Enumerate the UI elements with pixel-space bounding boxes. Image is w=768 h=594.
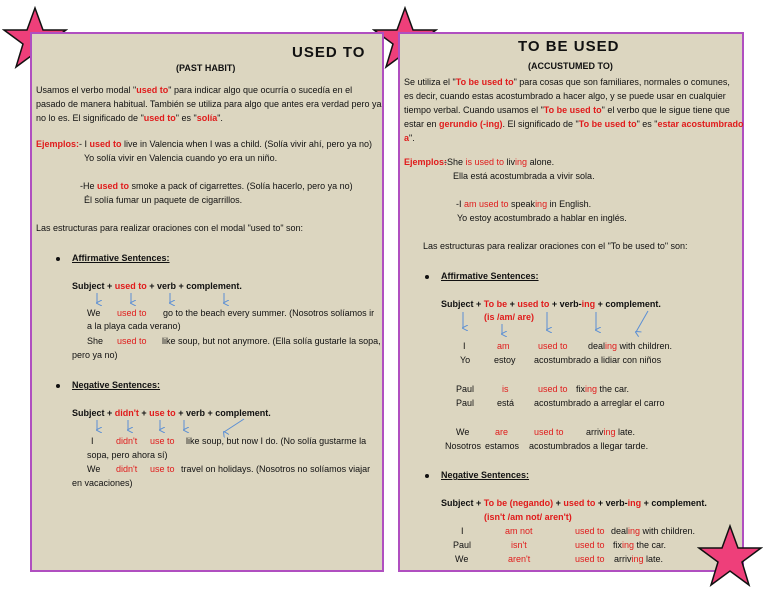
right-aff-r1-be: am bbox=[497, 341, 510, 351]
right-aff-r2-used: used to bbox=[538, 384, 568, 394]
right-neg-r3-verb: arriving late. bbox=[614, 554, 664, 564]
left-ejemplos-label: Ejemplos: bbox=[36, 139, 80, 149]
left-example-2-es: Él solía fumar un paquete de cigarrillos. bbox=[84, 195, 243, 205]
right-example-1: -She is used to living alone. bbox=[444, 157, 555, 167]
bullet bbox=[56, 384, 60, 388]
right-aff-r1-subject: I bbox=[463, 341, 466, 351]
left-intro-line1: Usamos el verbo modal "used to" para indicar algo que ocurría o sucedía en el bbox=[36, 85, 353, 95]
right-neg-r3-be: aren't bbox=[508, 554, 531, 564]
bullet bbox=[425, 275, 429, 279]
left-subtitle: (PAST HABIT) bbox=[176, 63, 236, 73]
right-aff-r2-verb: fixing the car. bbox=[576, 384, 630, 394]
right-subtitle: (ACCUSTUMED TO) bbox=[528, 61, 613, 71]
left-neg-r2-text: travel on holidays. (Nosotros no solíamos viajar bbox=[181, 464, 371, 474]
right-neg-r1-used: used to bbox=[575, 526, 605, 536]
right-aff-r3es-subject: Nosotros bbox=[445, 441, 482, 451]
left-aff-r1-subject: We bbox=[87, 308, 101, 318]
right-aff-r1-verb: dealing with children. bbox=[588, 341, 673, 351]
right-example-2-es: Yo estoy acostumbrado a hablar en inglés. bbox=[457, 213, 627, 223]
right-neg-r2-verb: fixing the car. bbox=[613, 540, 667, 550]
left-affirmative-heading: Affirmative Sentences: bbox=[72, 253, 170, 263]
bullet bbox=[56, 257, 60, 261]
left-aff-r1-text: go to the beach every summer. (Nosotros solíamos ir bbox=[163, 308, 375, 318]
left-aff-r2-subject: She bbox=[87, 336, 104, 346]
right-title: TO BE USED bbox=[518, 38, 620, 55]
left-structures-text: Las estructuras para realizar oraciones con el modal "used to" son: bbox=[36, 223, 304, 233]
right-aff-r1es-subject: Yo bbox=[460, 355, 471, 365]
right-neg-r3-subject: We bbox=[455, 554, 469, 564]
right-affirmative-heading: Affirmative Sentences: bbox=[441, 271, 539, 281]
right-neg-r2-be: isn't bbox=[511, 540, 527, 550]
right-aff-r3-be: are bbox=[495, 427, 509, 437]
right-aff-r2-subject: Paul bbox=[456, 384, 475, 394]
right-aff-r1-used: used to bbox=[538, 341, 568, 351]
right-intro-line5: a". bbox=[404, 133, 415, 143]
right-intro-line3: tiempo verbal. Cuando usamos el "To be used to" el verbo que le sigue tiene que bbox=[404, 105, 730, 115]
right-neg-r2-subject: Paul bbox=[453, 540, 472, 550]
right-neg-r3-used: used to bbox=[575, 554, 605, 564]
left-neg-r1-cont: sopa, pero ahora sí) bbox=[87, 450, 168, 460]
right-aff-r3-subject: We bbox=[456, 427, 470, 437]
right-aff-r3-verb: arriving late. bbox=[586, 427, 636, 437]
left-intro-line2: pasado de manera habitual. También se utiliza para algo que antes era verdad pero ya bbox=[36, 99, 382, 109]
left-example-1: - I used to live in Valencia when I was a child. (Solía vivir ahí, pero ya no) bbox=[79, 139, 372, 149]
left-neg-r1-didnt: didn't bbox=[116, 436, 138, 446]
left-title: USED TO bbox=[292, 44, 366, 61]
right-aff-r3es-be: estamos bbox=[485, 441, 520, 451]
right-neg-r1-subject: I bbox=[461, 526, 464, 536]
right-negative-forms: (isn't /am not/ aren't) bbox=[484, 512, 572, 522]
right-aff-r2-be: is bbox=[502, 384, 509, 394]
right-negative-heading: Negative Sentences: bbox=[441, 470, 530, 480]
left-example-2: -He used to smoke a pack of cigarrettes. (Solía hacerlo, pero ya no) bbox=[80, 181, 353, 191]
left-neg-r2-use: use to bbox=[150, 464, 175, 474]
right-aff-r2es-text: acostumbrado a arreglar el carro bbox=[534, 398, 665, 408]
right-intro-line1: Se utiliza el "To be used to" para cosas que son familiares, normales o comunes, bbox=[404, 77, 730, 87]
right-aff-r3-used: used to bbox=[534, 427, 564, 437]
left-neg-r2-cont: en vacaciones) bbox=[72, 478, 133, 488]
right-aff-r3es-text: acostumbrados a llegar tarde. bbox=[529, 441, 649, 451]
left-neg-r2-subject: We bbox=[87, 464, 101, 474]
left-neg-r1-subject: I bbox=[91, 436, 94, 446]
left-neg-r1-use: use to bbox=[150, 436, 175, 446]
right-affirmative-formula: Subject + To be + used to + verb-ing + complement. bbox=[441, 299, 661, 309]
right-intro-line4: estar en gerundio (-ing). El significado de "To be used to" es "estar acostumbrado bbox=[404, 119, 744, 129]
left-intro-line3: no lo es. El significado de "used to" es "solía". bbox=[36, 113, 223, 123]
right-neg-r1-be: am not bbox=[505, 526, 533, 536]
star-icon-bottom-right bbox=[697, 524, 763, 588]
right-affirmative-forms: (is /am/ are) bbox=[484, 312, 535, 322]
right-ejemplos-label: Ejemplos: bbox=[404, 157, 448, 167]
left-example-1-es: Yo solía vivir en Valencia cuando yo era un niño. bbox=[84, 153, 278, 163]
left-aff-r2-cont: pero ya no) bbox=[72, 350, 118, 360]
left-aff-r1-cont: a la playa cada verano) bbox=[87, 321, 181, 331]
right-negative-formula: Subject + To be (negando) + used to + verb-ing + complement. bbox=[441, 498, 707, 508]
right-intro-line2: es decir, cuando estas acostumbrado a hacer algo, y se puede usar en cualquier bbox=[404, 91, 726, 101]
left-neg-r2-didnt: didn't bbox=[116, 464, 138, 474]
right-example-2: -I am used to speaking in English. bbox=[456, 199, 592, 209]
right-neg-r1-verb: dealing with children. bbox=[611, 526, 696, 536]
right-aff-r1es-be: estoy bbox=[494, 355, 516, 365]
left-affirmative-formula: Subject + used to + verb + complement. bbox=[72, 281, 242, 291]
right-structures-text: Las estructuras para realizar oraciones con el "To be used to" son: bbox=[423, 241, 688, 251]
right-aff-r2es-be: está bbox=[497, 398, 515, 408]
left-aff-r2-used: used to bbox=[117, 336, 147, 346]
left-aff-r2-text: like soup, but not anymore. (Ella solía gustarle la sopa, bbox=[162, 336, 381, 346]
right-neg-r2-used: used to bbox=[575, 540, 605, 550]
bullet bbox=[425, 474, 429, 478]
left-negative-heading: Negative Sentences: bbox=[72, 380, 161, 390]
left-negative-formula: Subject + didn't + use to + verb + complement. bbox=[72, 408, 271, 418]
right-example-1-es: Ella está acostumbrada a vivir sola. bbox=[453, 171, 595, 181]
right-aff-r2es-subject: Paul bbox=[456, 398, 475, 408]
right-aff-r1es-text: acostumbrado a lidiar con niños bbox=[534, 355, 662, 365]
left-aff-r1-used: used to bbox=[117, 308, 147, 318]
left-neg-r1-text: like soup, but now I do. (No solía gustarme la bbox=[186, 436, 367, 446]
